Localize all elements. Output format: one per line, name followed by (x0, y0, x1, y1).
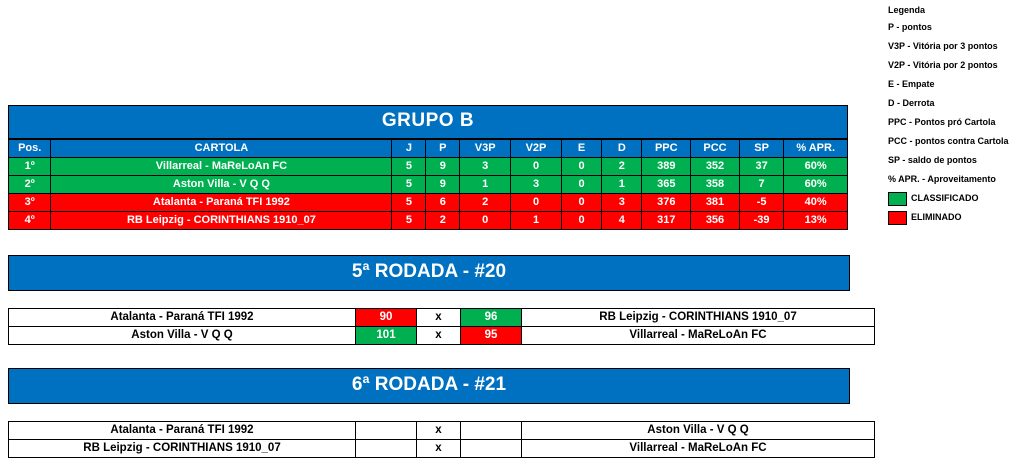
match-home-score (356, 422, 417, 440)
col-pos: Pos. (9, 140, 51, 158)
match-away-score (461, 422, 522, 440)
match-home-team: Aston Villa - V Q Q (9, 327, 356, 345)
cell-v2p: 3 (511, 176, 562, 194)
match-home-team: Atalanta - Paraná TFI 1992 (9, 422, 356, 440)
cell-p: 6 (426, 194, 460, 212)
legend-status-classificado-label: CLASSIFICADO (911, 193, 979, 203)
table-row (9, 440, 875, 458)
cell-j: 5 (392, 176, 426, 194)
cell-d: 2 (602, 158, 642, 176)
match-away-score (461, 440, 522, 458)
cell-sp: 37 (739, 158, 783, 176)
cell-v2p: 0 (511, 194, 562, 212)
cell-j: 5 (392, 158, 426, 176)
match-away-team: Aston Villa - V Q Q (522, 422, 875, 440)
cell-e: 0 (561, 212, 601, 230)
legend-item-pcc: PCC - pontos contra Cartola (888, 136, 1009, 146)
cell-cartola: Aston Villa - V Q Q (51, 176, 392, 194)
cell-v2p: 1 (511, 212, 562, 230)
cell-ppc: 389 (642, 158, 691, 176)
cell-apr: 40% (784, 194, 848, 212)
cell-pos: 3º (9, 194, 51, 212)
cell-v3p: 1 (460, 176, 511, 194)
cell-v3p: 3 (460, 158, 511, 176)
cell-p: 9 (426, 158, 460, 176)
cell-v3p: 2 (460, 194, 511, 212)
col-apr: % APR. (784, 140, 848, 158)
legend-item-sp: SP - saldo de pontos (888, 155, 977, 165)
cell-cartola: Atalanta - Paraná TFI 1992 (51, 194, 392, 212)
match-home-score: 101 (356, 327, 417, 345)
round-5-table (8, 308, 875, 345)
cell-ppc: 365 (642, 176, 691, 194)
match-away-team: RB Leipzig - CORINTHIANS 1910_07 (522, 309, 875, 327)
table-row (9, 422, 875, 440)
cell-j: 5 (392, 194, 426, 212)
status-swatch-red-icon (888, 211, 907, 225)
match-away-team: Villarreal - MaReLoAn FC (522, 327, 875, 345)
group-standings (8, 105, 848, 230)
cell-ppc: 376 (642, 194, 691, 212)
round-5-matches (8, 308, 874, 345)
match-versus-label: x (417, 327, 461, 345)
status-swatch-green-icon (888, 192, 907, 206)
cell-pcc: 381 (691, 194, 740, 212)
cell-j: 5 (392, 212, 426, 230)
legend-status-eliminado (888, 208, 1020, 227)
cell-pcc: 352 (691, 158, 740, 176)
col-sp: SP (739, 140, 783, 158)
match-away-score: 96 (461, 309, 522, 327)
cell-pcc: 356 (691, 212, 740, 230)
table-row (9, 158, 848, 176)
cell-ppc: 317 (642, 212, 691, 230)
match-home-team: Atalanta - Paraná TFI 1992 (9, 309, 356, 327)
legend-item-apr: % APR. - Aproveitamento (888, 174, 996, 184)
cell-p: 9 (426, 176, 460, 194)
cell-cartola: Villarreal - MaReLoAn FC (51, 158, 392, 176)
legend-title: Legenda (888, 4, 926, 15)
col-v2p: V2P (511, 140, 562, 158)
cell-apr: 60% (784, 176, 848, 194)
match-versus-label: x (417, 440, 461, 458)
cell-pos: 2º (9, 176, 51, 194)
cell-sp: 7 (739, 176, 783, 194)
legend-status-eliminado-label: ELIMINADO (911, 212, 962, 222)
cell-e: 0 (561, 194, 601, 212)
legend-item-v3p: V3P - Vitória por 3 pontos (888, 41, 998, 51)
col-v3p: V3P (460, 140, 511, 158)
standings-header-row (9, 140, 848, 158)
cell-d: 3 (602, 194, 642, 212)
col-d: D (602, 140, 642, 158)
cell-v2p: 0 (511, 158, 562, 176)
cell-v3p: 0 (460, 212, 511, 230)
cell-apr: 60% (784, 158, 848, 176)
match-away-score: 95 (461, 327, 522, 345)
cell-pos: 1º (9, 158, 51, 176)
col-j: J (392, 140, 426, 158)
cell-d: 4 (602, 212, 642, 230)
col-e: E (561, 140, 601, 158)
cell-pcc: 358 (691, 176, 740, 194)
legend-item-e: E - Empate (888, 79, 935, 89)
col-p: P (426, 140, 460, 158)
cell-cartola: RB Leipzig - CORINTHIANS 1910_07 (51, 212, 392, 230)
standings-table (8, 139, 848, 230)
table-row (9, 212, 848, 230)
legend-item-d: D - Derrota (888, 98, 935, 108)
legend-item-ppc: PPC - Pontos pró Cartola (888, 117, 996, 127)
col-pcc: PCC (691, 140, 740, 158)
legend-status-classificado (888, 189, 1020, 208)
cell-sp: -39 (739, 212, 783, 230)
table-row (9, 309, 875, 327)
legend-panel (888, 2, 1020, 227)
cell-d: 1 (602, 176, 642, 194)
cell-sp: -5 (739, 194, 783, 212)
match-home-score: 90 (356, 309, 417, 327)
table-row (9, 176, 848, 194)
cell-p: 2 (426, 212, 460, 230)
cell-apr: 13% (784, 212, 848, 230)
cell-e: 0 (561, 158, 601, 176)
cell-pos: 4º (9, 212, 51, 230)
legend-item-p: P - pontos (888, 22, 932, 32)
table-row (9, 194, 848, 212)
match-home-score (356, 440, 417, 458)
match-versus-label: x (417, 422, 461, 440)
round-6-matches (8, 421, 874, 458)
match-home-team: RB Leipzig - CORINTHIANS 1910_07 (9, 440, 356, 458)
match-versus-label: x (417, 309, 461, 327)
round-5-banner: 5ª RODADA - #20 (8, 255, 850, 291)
match-away-team: Villarreal - MaReLoAn FC (522, 440, 875, 458)
cell-e: 0 (561, 176, 601, 194)
round-6-table (8, 421, 875, 458)
col-ppc: PPC (642, 140, 691, 158)
round-6-banner: 6ª RODADA - #21 (8, 368, 850, 404)
group-title: GRUPO B (8, 105, 848, 139)
col-cartola: CARTOLA (51, 140, 392, 158)
legend-item-v2p: V2P - Vitória por 2 pontos (888, 60, 998, 70)
table-row (9, 327, 875, 345)
